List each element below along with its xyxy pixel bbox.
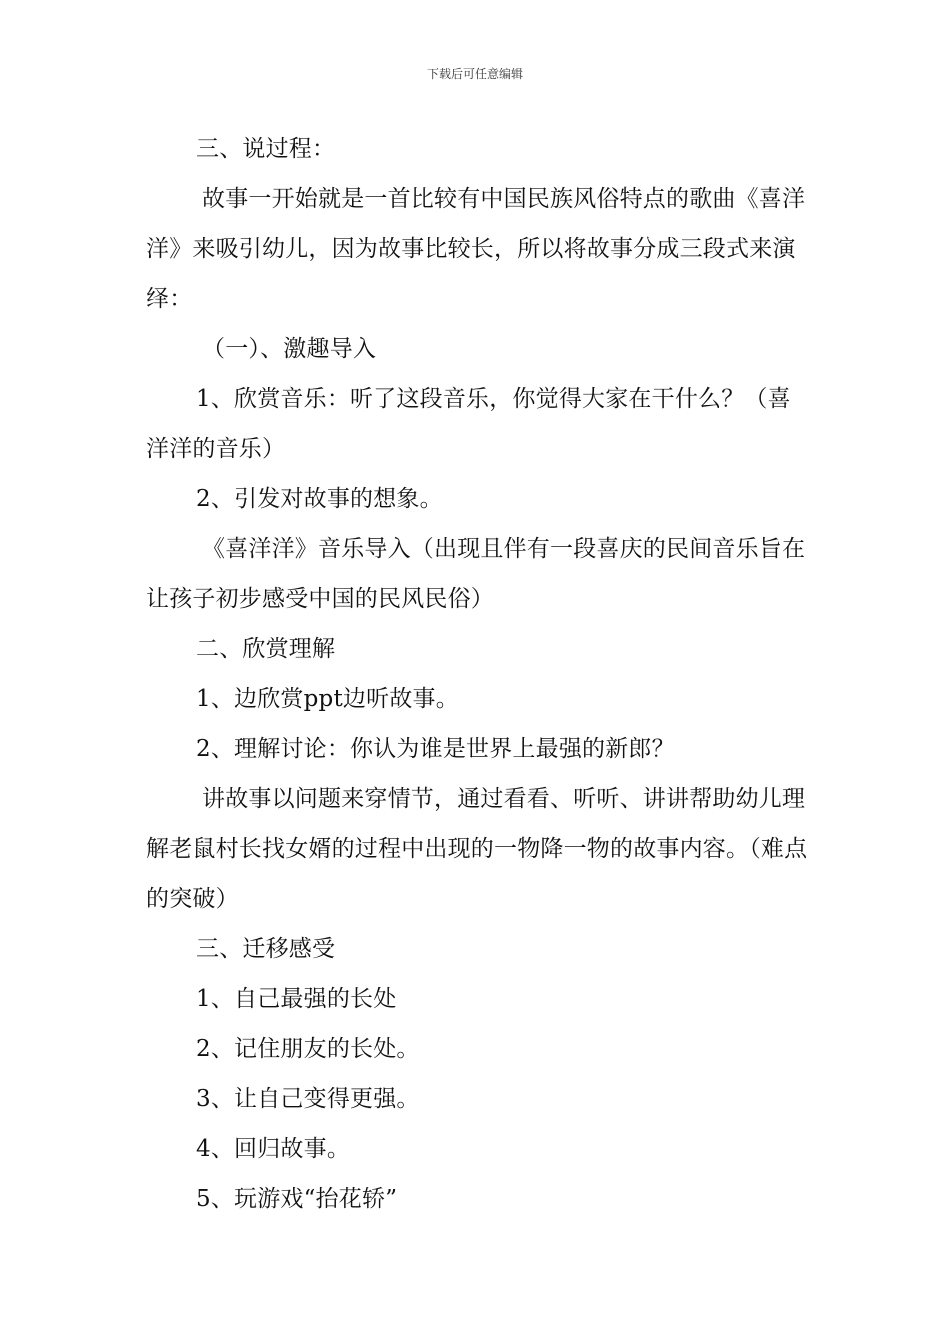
- section-heading-process: 三、说过程：: [196, 136, 336, 162]
- list-item-1-2: 2、引发对故事的想象。: [196, 486, 443, 512]
- paragraph-story-intro: 故事一开始就是一首比较有中国民族风俗特点的歌曲《喜洋洋》来吸引幼儿，因为故事比较长，所以将故事分成三段式来演绎：: [146, 186, 806, 312]
- list-item-3-5: 5、玩游戏“抬花轿”: [196, 1186, 398, 1212]
- list-item-3-2: 2、记住朋友的长处。: [196, 1036, 420, 1062]
- list-item-1-1: 1、欣赏音乐：听了这段音乐，你觉得大家在干什么？（喜洋洋的音乐）: [146, 386, 791, 462]
- section-heading-appreciation: 二、欣赏理解: [196, 636, 336, 662]
- list-item-3-3: 3、让自己变得更强。: [196, 1086, 420, 1112]
- list-item-3-1: 1、自己最强的长处: [196, 986, 397, 1012]
- section-heading-transfer: 三、迁移感受: [196, 936, 336, 962]
- list-item-2-2: 2、理解讨论：你认为谁是世界上最强的新郎？: [196, 736, 675, 762]
- list-item-2-1: 1、边欣赏ppt边听故事。: [196, 686, 459, 712]
- page-header-note: 下载后可任意编辑: [426, 67, 523, 81]
- paragraph-music-intro: 《喜洋洋》音乐导入（出现且伴有一段喜庆的民间音乐旨在让孩子初步感受中国的民风民俗）: [146, 536, 806, 612]
- paragraph-storytelling: 讲故事以问题来穿情节，通过看看、听听、讲讲帮助幼儿理解老鼠村长找女婿的过程中出现的一物降一物的故事内容。（难点的突破）: [146, 786, 808, 912]
- subsection-heading-1: （一）、激趣导入: [202, 336, 377, 362]
- document-body: [146, 124, 810, 1224]
- list-item-3-4: 4、回归故事。: [196, 1136, 351, 1162]
